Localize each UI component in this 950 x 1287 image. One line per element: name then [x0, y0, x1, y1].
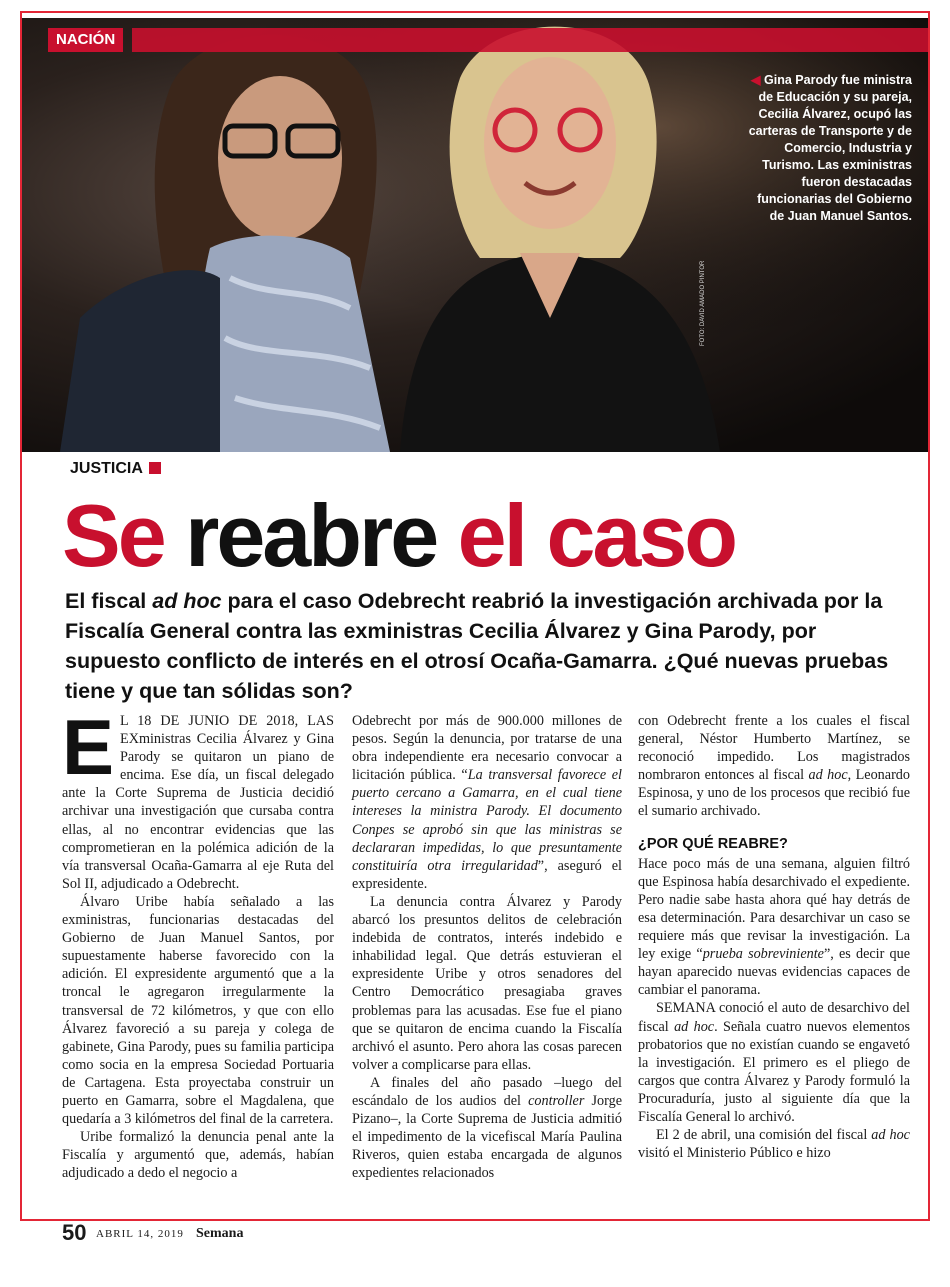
paragraph [352, 1074, 622, 1183]
paragraph: Álvaro Uribe había señalado a las exministras, funcionarias destacadas del Gobierno de Juan Manuel Santos, por supuestamente haberse favorecido con la adición. El expresidente argumentó que a la troncal le agregaron irregularmente la transversal de 72 kilómetros, y que con ello Álvarez favoreció a su pareja y colega de gabinete, Gina Parody, pues su familia participa como socia en la empresa Sociedad Portuaria de Cartagena. Esta proyectaba construir un puerto en Gamarra, sobre el Magdalena, que quedaría a 3 kilómetros del final de la carretera. [62, 893, 334, 1128]
paragraph-text: Jorge Pizano–, la Corte Suprema de Justicia admitió el impedimento de la vicefiscal María Paulina Riveros, quien estaba encargada de algunos expedientes relacionados [352, 1092, 622, 1182]
paragraph: La denuncia contra Álvarez y Parody abarcó los presuntos delitos de celebración indebida de contratos, interés indebido e inhabilidad legal. Que detrás estuvieran el expresidente Uribe y otros senadores del Centro Democrático presagiaba graves problemas para las acusadas. Ese fue el piano que se quitaron de encima cuando la Fiscalía archivó el asunto. Pero ahora las cosas parecen volver a complicarse para ellas. [352, 893, 622, 1073]
headline-word-2: reabre [185, 486, 437, 585]
drop-cap: E [62, 703, 115, 791]
paragraph-text: Hace poco más de una semana, alguien filtró que Espinosa había desarchivado el expediente. Pero nadie sabe hasta ahora qué hay detrás de esa determinación. Para desarchivar un caso se requiere más que revisar la investigación. La ley exige “ [638, 855, 910, 963]
deck-text-1: El fiscal [65, 589, 153, 613]
paragraph-text: ”, aseguró el expresidente. [352, 857, 622, 892]
article-column-2 [352, 712, 622, 1182]
article-deck [65, 586, 915, 706]
photo-credit: FOTO: DAVID AMADO PINTOR [700, 260, 706, 346]
section-label: NACIÓN [48, 28, 123, 52]
paragraph-text: SEMANA conoció el auto de desarchivo del fiscal [638, 1000, 910, 1035]
issue-date: ABRIL 14, 2019 [96, 1228, 184, 1240]
paragraph-text: ”, es decir que hayan aparecido nuevas evidencias capaces de cambiar el panorama. [638, 946, 910, 999]
paragraph-text: con Odebrecht frente a los cuales el fiscal general, Néstor Humberto Martínez, se reconoció impedido. Los magistrados nombraron entonces al fiscal [638, 713, 910, 784]
paragraph-text: Odebrecht por más de 900.000 millones de pesos. Según la denuncia, por tratarse de una obra independiente era necesario convocar a licitación pública. “ [352, 713, 622, 784]
paragraph-text: , Leonardo Espinosa, y uno de los procesos que recibió fue el sumario archivado. [638, 767, 910, 820]
page-number: 50 [62, 1220, 87, 1245]
paragraph: Uribe formalizó la denuncia penal ante la Fiscalía y argumentó que, además, habían adjudicado a dedo el negocio a [62, 1129, 334, 1182]
paragraph-text: A finales del año pasado –luego del escándalo de los audios del [352, 1074, 622, 1109]
caption-arrow-icon: ◀ [750, 73, 761, 87]
paragraph [638, 999, 910, 1126]
deck-text-2: para el caso Odebrecht reabrió la investigación archivada por la Fiscalía General contra las exministras Cecilia Álvarez y Gina Parody, por supuesto conflicto de interés en el otrosí Ocaña-Gamarra. ¿Qué nuevas pruebas tiene y que tan sólidas son? [65, 589, 889, 703]
paragraph-text: visitó el Ministerio Público e hizo [638, 1145, 831, 1162]
paragraph-text: L 18 DE JUNIO DE 2018, LAS EXministras Cecilia Álvarez y Gina Parody se quitaron un piano de encima. Ese día, un fiscal delegado ante la Corte Suprema de Justicia decidió archivar una investigación que cursaba contra ellas, al no encontrar evidencias que las comprometieran en la polémica adición de la vía transversal Ocaña-Gamarra al eje Ruta del Sol II, adjudicado a Odebrecht. [62, 713, 334, 892]
kicker-square-icon [149, 462, 161, 474]
quote-italic: La transversal favorece el puerto cercano a Gamarra, en el cual tiene intereses la ministra Parody. El documento Conpes se aprobó sin que las ministras se declararan impedidas, lo que presuntamente constituiría otra irregularidad [352, 767, 622, 874]
headline-word-1: Se [62, 486, 164, 585]
paragraph [638, 712, 910, 821]
magazine-brand: Semana [196, 1226, 244, 1241]
article-headline [62, 488, 735, 584]
paragraph [62, 703, 334, 893]
kicker-label: JUSTICIA [70, 460, 143, 477]
photo-caption [742, 72, 912, 225]
caption-text: Gina Parody fue ministra de Educación y su pareja, Cecilia Álvarez, ocupó las carteras de Transporte y de Comercio, Industria y Turismo. Las exministras fueron destacadas funcionarias del Gobierno de Juan Manuel Santos. [748, 73, 912, 223]
paragraph-text: . Señala cuatro nuevos elementos probatorios que no existían cuando se engavetó la investigación. El primero es el pliego de cargos que contra Álvarez y Parody formuló la Procuraduría, justo al siguiente día que la Fiscalía General lo archivó. [638, 1018, 910, 1125]
italic-term: ad hoc [871, 1127, 910, 1144]
paragraph [638, 855, 910, 1000]
paragraph [352, 712, 622, 893]
article-kicker [70, 460, 161, 478]
paragraph-text: El 2 de abril, una comisión del fiscal [656, 1127, 872, 1144]
italic-term: prueba sobreviniente [702, 946, 824, 963]
article-column-1 [62, 703, 334, 1182]
italic-term: ad hoc [674, 1018, 715, 1035]
paragraph [638, 1126, 910, 1162]
headline-word-3: el caso [457, 486, 736, 585]
deck-italic: ad hoc [152, 589, 222, 613]
subheading: ¿POR QUÉ REABRE? [638, 835, 788, 852]
article-column-3 [638, 712, 910, 1162]
section-bar [132, 28, 930, 52]
italic-term: controller [528, 1092, 585, 1109]
italic-term: ad hoc [808, 767, 848, 784]
